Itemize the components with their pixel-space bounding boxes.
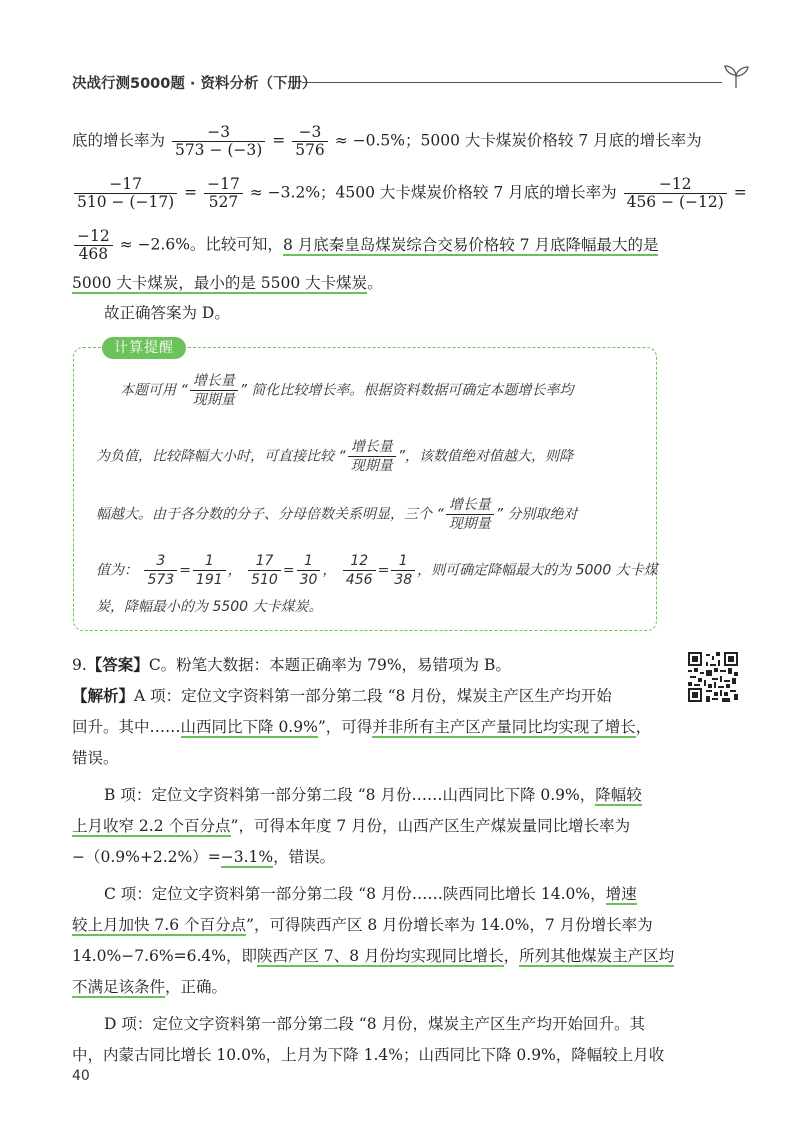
text-segment: C 项：定位文字资料第一部分第二段 “8 月份……陕西同比增长 14.0%， <box>104 885 606 903</box>
q9-line-11 <box>72 976 227 998</box>
fraction <box>297 552 321 589</box>
text-segment: ”，该数值绝对值越大，则降 <box>397 448 573 465</box>
qr-code-icon[interactable] <box>688 652 738 702</box>
fraction <box>74 228 113 263</box>
fraction-denominator: 510 <box>248 570 281 589</box>
underlined-text: 上月收窄 2.2 个百分点 <box>72 817 231 835</box>
running-header <box>72 66 752 96</box>
q9-line-3 <box>72 716 651 738</box>
q9-line-9 <box>72 914 653 936</box>
fraction-numerator: 增长量 <box>350 439 393 455</box>
underlined-text: 并非所有主产区产量同比均实现了增长 <box>372 718 636 736</box>
fraction-denominator: 现期量 <box>348 456 396 475</box>
fraction-numerator: −17 <box>109 175 142 193</box>
underlined-text: −3.1% <box>220 848 274 866</box>
text-line-2 <box>72 176 747 211</box>
q9-line-10 <box>72 945 674 967</box>
fraction <box>248 552 281 589</box>
tip-line-4: 值为： $\frac{3}{573}$ = $\frac{1}{191}$ ， $\frac{17}{510}$ = $\frac{1}{30}$ ， $\frac{12}{456}$ = $\frac{1}{38}$ ，则可确定降幅最大的为 5000 大卡煤 <box>96 553 658 588</box>
text-segment: B 项：定位文字资料第一部分第二段 “8 月份……山西同比下降 0.9%， <box>104 786 596 804</box>
tip-line-1 <box>120 372 573 409</box>
q9-line-13: 中，内蒙古同比增长 10.0%，上月为下降 1.4%；山西同比下降 0.9%，降幅较上月收 <box>72 1046 665 1064</box>
text-segment: ”，可得陕西产区 8 月份增长率为 14.0%，7 月份增长率为 <box>246 916 653 934</box>
text-segment: 本题可用 “ <box>120 382 188 399</box>
fraction <box>348 438 396 475</box>
underlined-text: 陕西产区 7、8 月份均实现同比增长 <box>256 947 504 965</box>
underlined-text: 山西同比下降 0.9% <box>180 718 318 736</box>
answer-line: 故正确答案为 D。 <box>104 304 230 322</box>
fraction-numerator: 1 <box>398 553 408 569</box>
text-segment: 为负值，比较降幅大小时，可直接比较 “ <box>96 448 346 465</box>
underlined-text: 较上月加快 7.6 个百分点 <box>72 916 247 934</box>
text-segment: 底的增长率为 <box>72 131 166 150</box>
sprout-icon <box>720 62 752 90</box>
q9-line-4: 错误。 <box>72 749 119 767</box>
equals-sign: = <box>272 131 286 150</box>
text-segment: C。粉笔大数据：本题正确率为 79%，易错项为 B。 <box>148 656 511 674</box>
text-segment: ≈ −3.2%；4500 大卡煤炭价格较 7 月底的增长率为 <box>249 183 617 202</box>
text-segment: ” 简化比较增长率。根据资料数据可确定本题增长率均 <box>239 382 574 399</box>
fraction <box>204 176 243 211</box>
text-line-1 <box>72 124 702 159</box>
fraction-denominator: 现期量 <box>446 514 494 533</box>
q9-line-5 <box>104 784 642 806</box>
text-segment: A 项：定位文字资料第一部分第二段 “8 月份，煤炭主产区生产均开始 <box>134 687 612 705</box>
fraction-numerator: 1 <box>204 553 214 569</box>
fraction-denominator: 573 − (−3) <box>172 141 265 159</box>
underlined-text: 所列其他煤炭主产区均 <box>519 947 675 965</box>
text-segment: 幅越大。由于各分数的分子、分母倍数关系明显，三个 “ <box>96 506 444 523</box>
answer-tag: 【答案】 <box>86 655 149 674</box>
fraction <box>343 552 376 589</box>
underlined-text: 不满足该条件 <box>72 978 166 996</box>
fraction <box>193 552 226 589</box>
fraction-denominator: 现期量 <box>190 390 238 409</box>
fraction <box>190 372 238 409</box>
fraction-numerator: −12 <box>658 175 692 193</box>
text-segment: 。 <box>367 274 383 292</box>
fraction-denominator: 38 <box>391 570 415 589</box>
fraction-numerator: 12 <box>350 553 369 569</box>
text-segment: ， <box>635 718 652 736</box>
header-rule <box>302 82 722 83</box>
fraction-denominator: 456 − (−12) <box>624 193 727 211</box>
text-segment: ”，可得 <box>317 718 373 736</box>
fraction-numerator: 增长量 <box>192 373 235 389</box>
q9-line-6 <box>72 815 630 837</box>
fraction-numerator: −12 <box>77 227 110 245</box>
text-segment: 回升。其中…… <box>72 718 181 736</box>
text-segment: ，正确。 <box>165 978 228 996</box>
fraction-numerator: 增长量 <box>448 497 491 513</box>
text-segment: ，则可确定降幅最大的为 5000 大卡煤 <box>417 562 658 579</box>
calc-tip-badge: 计算提醒 <box>102 337 186 359</box>
text-line-3 <box>72 228 658 263</box>
text-segment: ”，可得本年度 7 月份，山西产区生产煤炭量同比增长率为 <box>230 817 631 835</box>
fraction-denominator: 456 <box>343 570 376 589</box>
fraction-numerator: 1 <box>304 553 313 569</box>
tip-line-3 <box>96 496 577 533</box>
fraction <box>391 552 415 589</box>
fraction-denominator: 573 <box>144 570 177 589</box>
fraction-numerator: −3 <box>298 123 322 141</box>
q9-line-8 <box>104 883 637 905</box>
q9-line-12: D 项：定位文字资料第一部分第二段 “8 月份，煤炭主产区生产均开始回升。其 <box>104 1015 645 1033</box>
fraction <box>446 496 494 533</box>
underlined-text: 8 月底秦皇岛煤炭综合交易价格较 7 月底降幅最大的是 <box>282 235 659 254</box>
fraction-denominator: 510 − (−17) <box>74 193 177 211</box>
text-segment: ≈ −0.5%；5000 大卡煤炭价格较 7 月底的增长率为 <box>334 131 702 150</box>
text-segment: ” 分别取绝对 <box>495 506 578 523</box>
q9-line-7 <box>72 846 335 868</box>
underlined-text: 5000 大卡煤炭，最小的是 5500 大卡煤炭 <box>72 274 368 292</box>
text-segment: ， <box>503 947 520 965</box>
tip-line-2 <box>96 438 573 475</box>
analysis-tag: 【解析】 <box>72 686 135 705</box>
fraction <box>292 124 328 159</box>
text-segment: 14.0%−7.6%=6.4%，即 <box>72 947 257 965</box>
q9-line-1 <box>72 654 511 676</box>
text-line-4 <box>72 272 383 294</box>
underlined-text: 增速 <box>605 885 637 903</box>
book-title: 决战行测5000题 · 资料分析（下册） <box>72 76 317 92</box>
text-segment: ≈ −2.6%。比较可知， <box>119 235 283 254</box>
fraction-denominator: 527 <box>204 193 243 211</box>
fraction-denominator: 30 <box>297 570 321 589</box>
fraction-numerator: −3 <box>207 123 231 141</box>
fraction-denominator: 468 <box>74 245 113 263</box>
fraction-denominator: 576 <box>292 141 328 159</box>
fraction-numerator: 3 <box>156 553 166 569</box>
equals-sign: = <box>733 183 747 202</box>
fraction <box>74 176 177 211</box>
fraction <box>172 124 265 159</box>
page-number: 40 <box>72 1068 90 1084</box>
fraction <box>144 552 177 589</box>
fraction-denominator: 191 <box>193 570 226 589</box>
text-segment: ，错误。 <box>273 848 336 866</box>
tip-line-5: 炭，降幅最小的为 5500 大卡煤炭。 <box>96 599 323 615</box>
q9-line-2 <box>72 685 612 707</box>
fraction-numerator: −17 <box>207 175 240 193</box>
text-segment: 值为： <box>96 562 138 579</box>
fraction-numerator: 17 <box>255 553 274 569</box>
text-segment: −（0.9%+2.2%）= <box>72 848 221 866</box>
equals-sign: = <box>184 183 198 202</box>
fraction <box>624 176 727 211</box>
question-number: 9. <box>72 656 87 674</box>
underlined-text: 降幅较 <box>595 786 642 804</box>
